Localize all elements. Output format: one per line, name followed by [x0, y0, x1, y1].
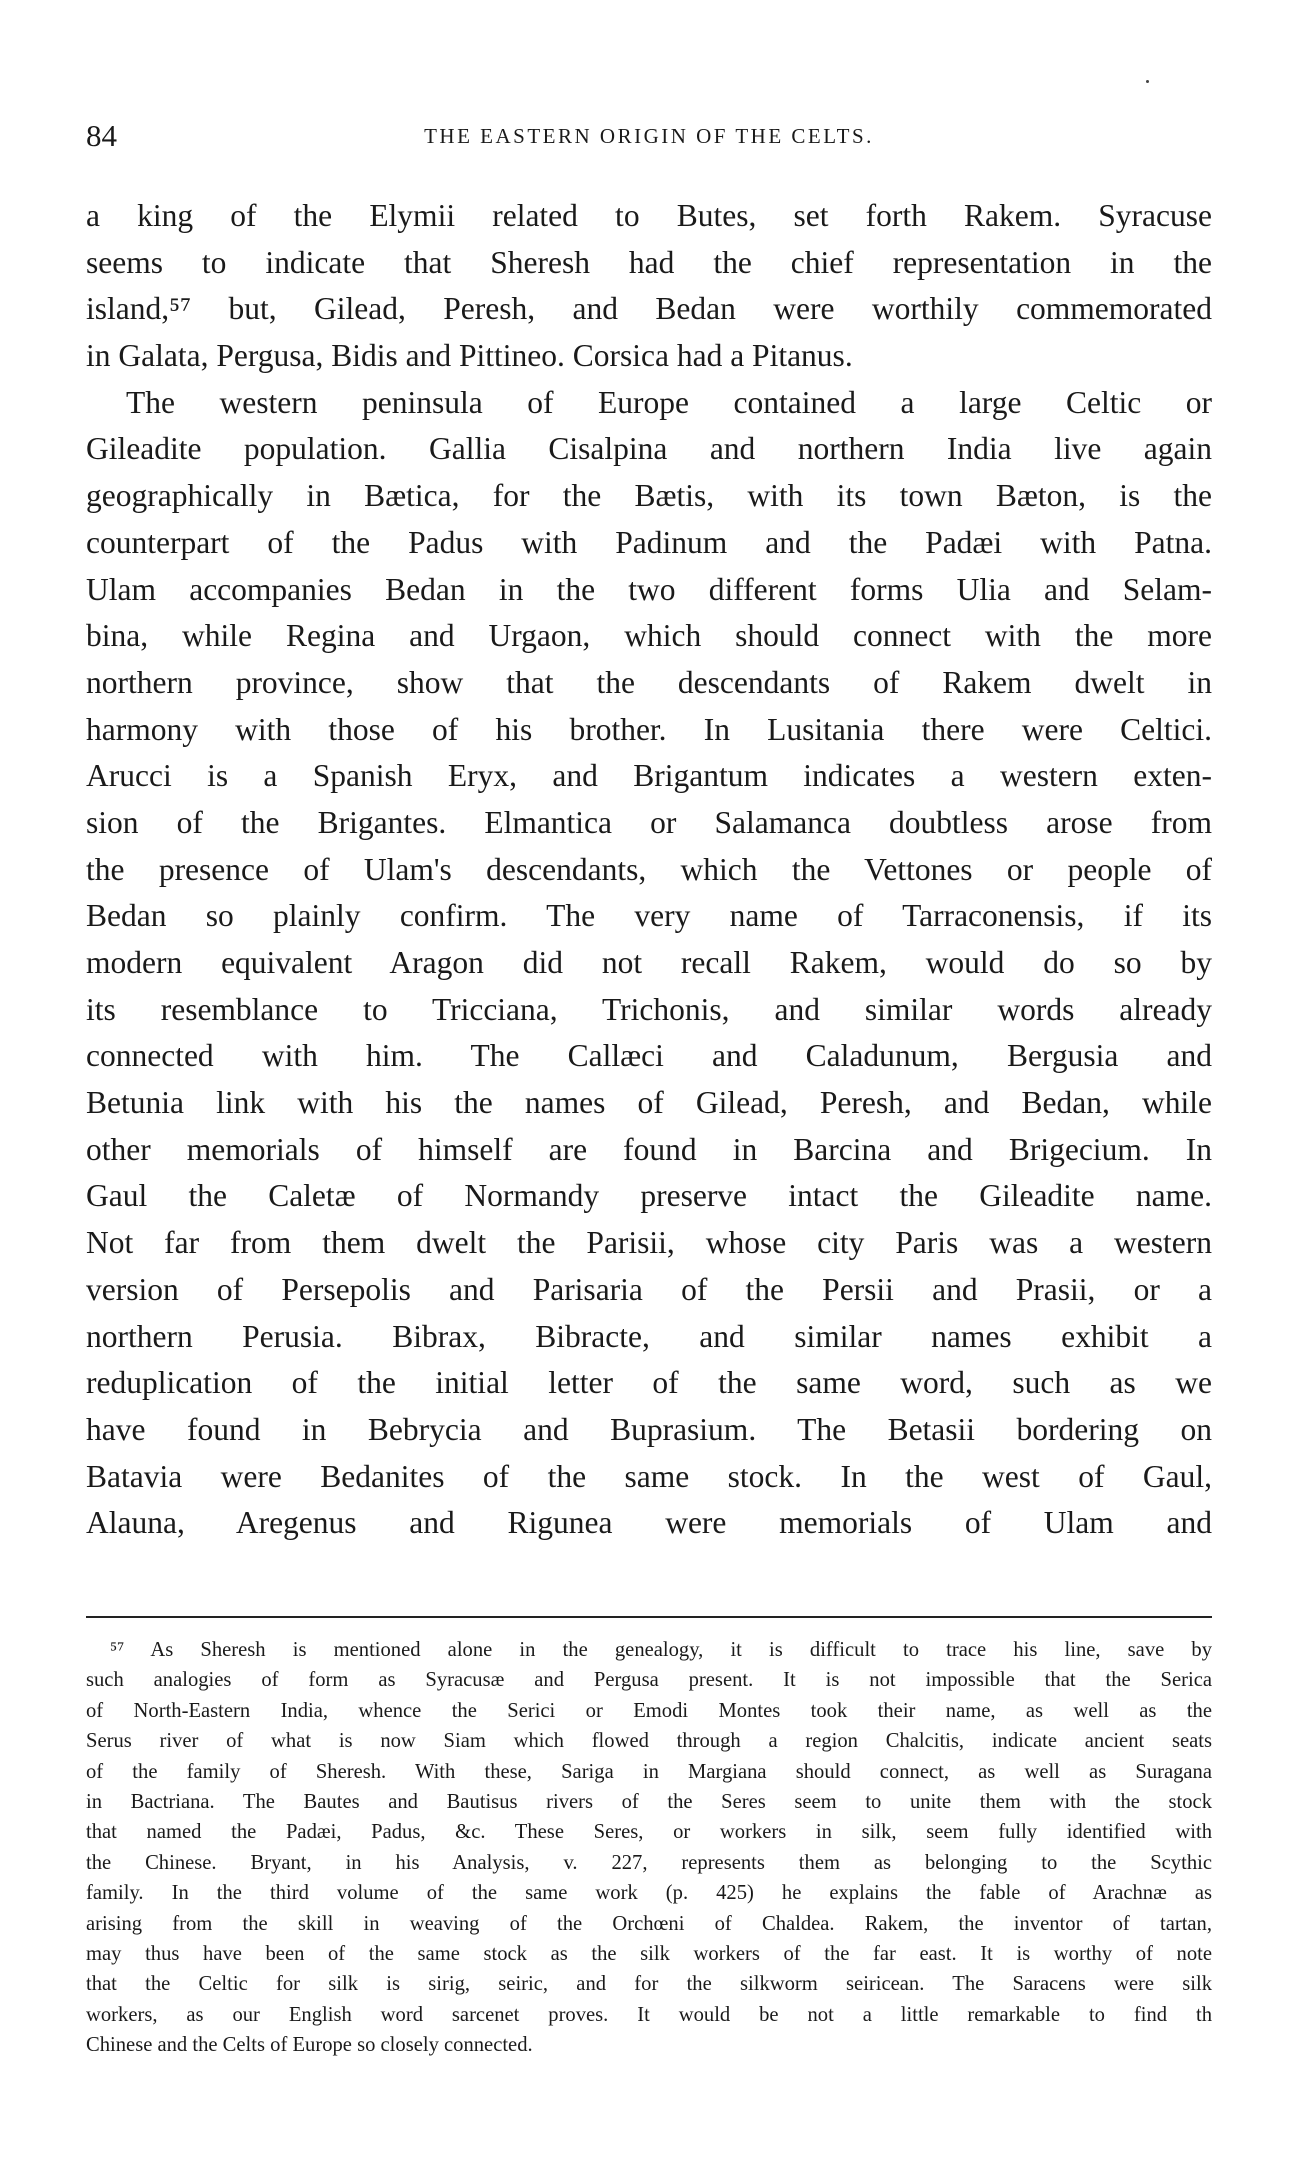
body-line: Batavia were Bedanites of the same stock. In the west of Gaul, — [86, 1458, 1212, 1494]
footnote-line: Serus river of what is now Siam which flowed through a region Chalcitis, indicate ancient seats — [86, 1730, 1212, 1753]
body-line: Arucci is a Spanish Eryx, and Brigantum indicates a western exten- — [86, 758, 1212, 794]
footnote-line: of North-Eastern India, whence the Serici or Emodi Montes took their name, as well as the — [86, 1699, 1212, 1722]
body-line: its resemblance to Tricciana, Trichonis, and similar words already — [86, 991, 1212, 1027]
body-line: northern Perusia. Bibrax, Bibracte, and similar names exhibit a — [86, 1318, 1212, 1354]
body-line: Gaul the Caletæ of Normandy preserve intact the Gileadite name. — [86, 1178, 1212, 1214]
body-line: Bedan so plainly confirm. The very name of Tarraconensis, if its — [86, 898, 1212, 934]
footnote-line: workers, as our English word sarcenet proves. It would be not a little remarkable to find th — [86, 2003, 1212, 2026]
footnote-line: that named the Padæi, Padus, &c. These Seres, or workers in silk, seem fully identified with — [86, 1821, 1212, 1844]
body-line: reduplication of the initial letter of the same word, such as we — [86, 1365, 1212, 1401]
body-line: Alauna, Aregenus and Rigunea were memorials of Ulam and — [86, 1505, 1212, 1541]
body-line: Betunia link with his the names of Gilead, Peresh, and Bedan, while — [86, 1085, 1212, 1121]
body-line: counterpart of the Padus with Padinum and the Padæi with Patna. — [86, 524, 1212, 560]
page-header — [86, 118, 1212, 158]
stray-ink-mark — [1146, 80, 1149, 83]
footnote-line: family. In the third volume of the same work (p. 425) he explains the fable of Arachnæ as — [86, 1882, 1212, 1905]
body-line: The western peninsula of Europe contained a large Celtic or — [126, 384, 1212, 420]
footnote-line: arising from the skill in weaving of the Orchœni of Chaldea. Rakem, the inventor of tartan, — [86, 1912, 1212, 1935]
body-line: Not far from them dwelt the Parisii, whose city Paris was a western — [86, 1225, 1212, 1261]
footnote-line: of the family of Sheresh. With these, Sariga in Margiana should connect, as well as Suragana — [86, 1760, 1212, 1783]
body-line: island,⁵⁷ but, Gilead, Peresh, and Bedan were worthily commemorated — [86, 291, 1212, 327]
body-line: bina, while Regina and Urgaon, which should connect with the more — [86, 618, 1212, 654]
body-line: northern province, show that the descendants of Rakem dwelt in — [86, 664, 1212, 700]
body-line: Ulam accompanies Bedan in the two different forms Ulia and Selam- — [86, 571, 1212, 607]
body-line: version of Persepolis and Parisaria of the Persii and Prasii, or a — [86, 1271, 1212, 1307]
body-text — [86, 193, 1212, 1547]
footnote-line: ⁵⁷ As Sheresh is mentioned alone in the genealogy, it is difficult to trace his line, save by — [110, 1639, 1212, 1661]
footnote-line: may thus have been of the same stock as the silk workers of the far east. It is worthy of note — [86, 1942, 1212, 1965]
running-head: THE EASTERN ORIGIN OF THE CELTS. — [424, 124, 874, 148]
page-number: 84 — [86, 118, 117, 153]
body-line: a king of the Elymii related to Butes, set forth Rakem. Syracuse — [86, 198, 1212, 233]
body-line: modern equivalent Aragon did not recall Rakem, would do so by — [86, 945, 1212, 980]
footnote-line: that the Celtic for silk is sirig, seiric, and for the silkworm seiricean. The Saracens were silk — [86, 1973, 1212, 1996]
body-line: Gileadite population. Gallia Cisalpina and northern India live again — [86, 431, 1212, 467]
body-line: in Galata, Pergusa, Bidis and Pittineo. Corsica had a Pitanus. — [86, 338, 853, 374]
footnote — [86, 1635, 1212, 2060]
body-line: other memorials of himself are found in Barcina and Brigecium. In — [86, 1131, 1212, 1167]
body-line: geographically in Bætica, for the Bætis, with its town Bæton, is the — [86, 478, 1212, 514]
footnote-line: such analogies of form as Syracusæ and Pergusa present. It is not impossible that the Serica — [86, 1669, 1212, 1692]
footnote-line: the Chinese. Bryant, in his Analysis, v. 227, represents them as belonging to the Scythic — [86, 1851, 1212, 1874]
footnote-line: Chinese and the Celts of Europe so closely connected. — [86, 2034, 533, 2057]
body-line: have found in Bebrycia and Buprasium. The Betasii bordering on — [86, 1411, 1212, 1447]
body-line: connected with him. The Callæci and Caladunum, Bergusia and — [86, 1038, 1212, 1074]
footnote-line: in Bactriana. The Bautes and Bautisus rivers of the Seres seem to unite them with the stock — [86, 1790, 1212, 1813]
body-line: harmony with those of his brother. In Lusitania there were Celtici. — [86, 711, 1212, 747]
body-line: the presence of Ulam's descendants, which the Vettones or people of — [86, 851, 1212, 887]
footnote-divider — [86, 1616, 1212, 1618]
body-line: seems to indicate that Sheresh had the chief representation in the — [86, 244, 1212, 280]
body-line: sion of the Brigantes. Elmantica or Salamanca doubtless arose from — [86, 804, 1212, 840]
